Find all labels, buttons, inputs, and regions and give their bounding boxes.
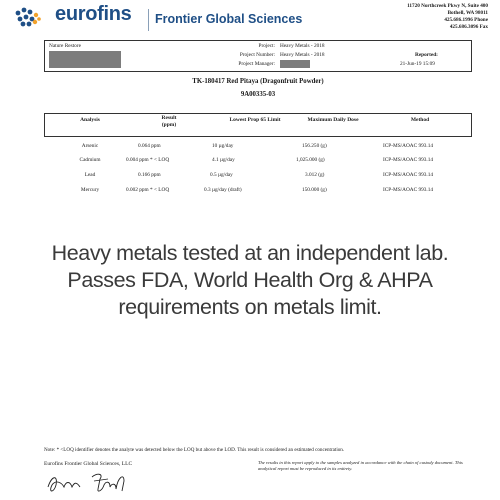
report-info-box bbox=[44, 40, 472, 72]
address-line: 425.686.3096 Fax bbox=[449, 24, 488, 30]
cell-analysis: Cadmium bbox=[79, 157, 101, 163]
address-line: 425.686.1996 Phone bbox=[444, 17, 488, 23]
cell-dose: 150.000 (g) bbox=[302, 187, 327, 193]
headline-line: Passes FDA, World Health Org & AHPA bbox=[67, 268, 433, 292]
footer-disclaimer: The results in this report apply to the samples analyzed in accordance with the chain of custody document. This analytical report must be reproduced in its entirety. bbox=[258, 460, 463, 471]
cell-result: 0.166 ppm bbox=[138, 172, 161, 178]
brand-subtitle: Frontier Global Sciences bbox=[155, 12, 303, 26]
cell-limit: 4.1 µg/day bbox=[212, 157, 235, 163]
cell-method: ICP-MS/AOAC 993.14 bbox=[383, 157, 434, 163]
cell-analysis: Arsenic bbox=[81, 143, 99, 149]
project-number-value: Heavy Metals - 2018 bbox=[280, 52, 325, 58]
column-header: Maximum Daily Dose bbox=[307, 117, 359, 123]
sample-id: 9A00335-03 bbox=[240, 91, 276, 98]
column-header: Result (ppm) bbox=[161, 115, 177, 128]
column-header: Lowest Prop 65 Limit bbox=[229, 117, 281, 123]
cell-result: 0.004 ppm * < LOQ bbox=[126, 157, 170, 163]
column-header: Analysis bbox=[80, 117, 100, 123]
loq-note: Note: * <LOQ identifier denotes the analyte was detected below the LOQ but above the LOD. This result is considered an estimated concentration. bbox=[44, 447, 345, 453]
signature bbox=[44, 467, 154, 497]
project-label: Project: bbox=[258, 43, 275, 49]
eurofins-logo bbox=[12, 4, 52, 32]
lab-address bbox=[407, 3, 488, 31]
redacted-block bbox=[280, 60, 310, 68]
cell-limit: 0.3 µg/day (draft) bbox=[204, 187, 242, 193]
cell-method: ICP-MS/AOAC 993.14 bbox=[383, 172, 434, 178]
cell-method: ICP-MS/AOAC 993.14 bbox=[383, 187, 434, 193]
headline-text bbox=[0, 240, 500, 321]
client-name: Nature Restore bbox=[49, 43, 81, 49]
address-line: 11720 Northcreek Pkwy N, Suite 400 bbox=[407, 3, 488, 9]
project-manager-label: Project Manager: bbox=[238, 61, 275, 67]
cell-dose: 3.012 (g) bbox=[305, 172, 325, 178]
cell-dose: 156.250 (g) bbox=[302, 143, 327, 149]
cell-dose: 1,025.000 (g) bbox=[296, 157, 325, 163]
reported-date: 21-Jun-19 15:09 bbox=[400, 61, 435, 67]
project-value: Heavy Metals - 2018 bbox=[280, 43, 325, 49]
cell-limit: 10 µg/day bbox=[212, 143, 234, 149]
address-line: Bothell, WA 98011 bbox=[447, 10, 488, 16]
results-table-header bbox=[44, 113, 472, 137]
headline-line: requirements on metals limit. bbox=[118, 295, 382, 319]
header-divider bbox=[148, 9, 149, 31]
cell-method: ICP-MS/AOAC 993.14 bbox=[383, 143, 434, 149]
headline-line: Heavy metals tested at an independent lab. bbox=[51, 241, 449, 265]
footer-company: Eurofins Frontier Global Sciences, LLC bbox=[44, 461, 133, 467]
reported-label: Reported: bbox=[415, 52, 438, 58]
sample-title: TK-180417 Red Pitaya (Dragonfruit Powder) bbox=[192, 78, 324, 85]
cell-analysis: Lead bbox=[84, 172, 96, 178]
cell-result: 0.064 ppm bbox=[138, 143, 161, 149]
redacted-block bbox=[49, 51, 121, 68]
brand-name: eurofins bbox=[55, 3, 132, 25]
column-header: Method bbox=[410, 117, 430, 123]
cell-analysis: Mercury bbox=[80, 187, 100, 193]
cell-limit: 0.5 µg/day bbox=[210, 172, 233, 178]
cell-result: 0.002 ppm * < LOQ bbox=[126, 187, 170, 193]
project-number-label: Project Number: bbox=[239, 52, 275, 58]
